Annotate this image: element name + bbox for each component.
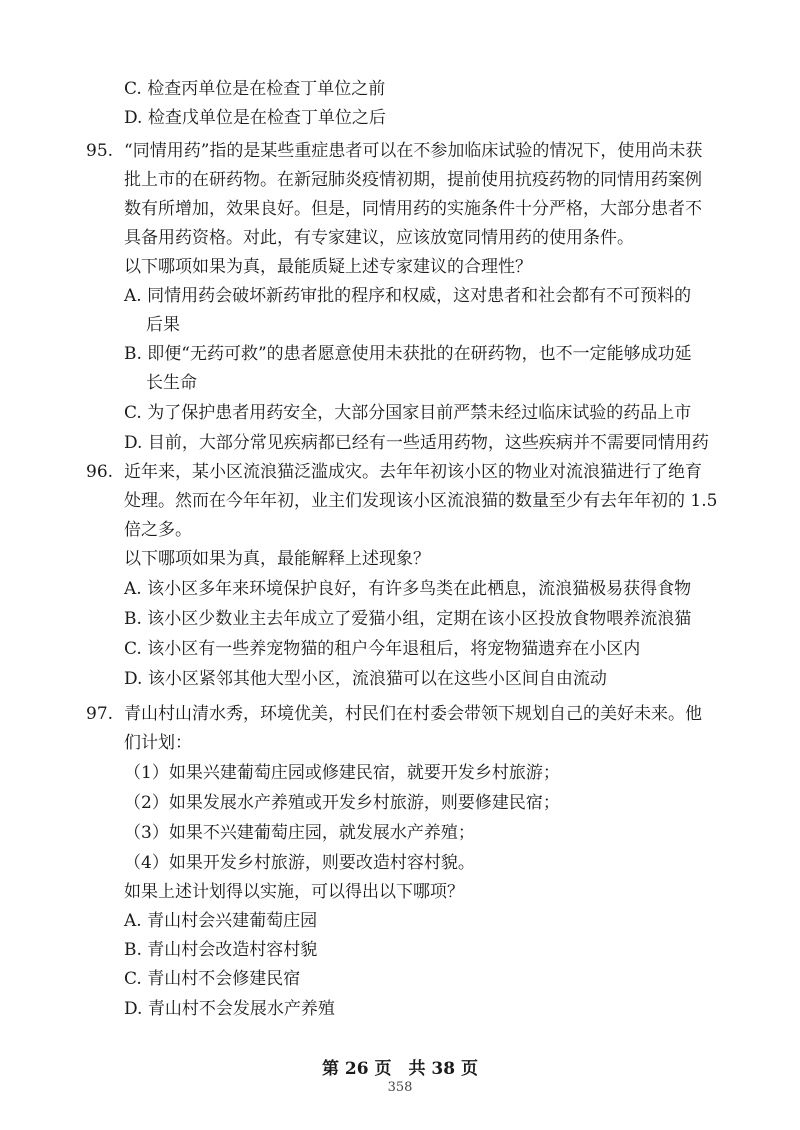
page-number: 第 26 页 共 38 页 [322, 1059, 478, 1079]
exam-page: C. 检查丙单位是在检查丁单位之前 D. 检查戊单位是在检查丁单位之后 95. “同情用药”指的是某些重症患者可以在不参加临床试验的情况下，使用尚未获 批上市的在研药物。在新冠肺炎疫情初期，提前使用抗疫药物的同情用药案例 数有所增加，效果良好。但是，同情用药的实施条件十分严格，大部分患者不 具备用药资格。对此，有专家建议，应该放宽同情用药的使用条件。 以下哪项如果为真，最能质疑上述专家建议的合理性？ A. 同情用药会破坏新药审批的程序和权威，这对患者和社会都有不可预料的 后果 B. 即便“无药可救”的患者愿意使用未获批的在研药物，也不一定能够成功延 长生命 C. 为了保护患者用药安全，大部分国家目前严禁未经过临床试验的药品上市 D. 目前，大部分常见疾病都已经有一些适用药物，这些疾病并不需要同情用药 96. 近年来，某小区流浪猫泛滥成灾。去年年初该小区的物业对流浪猫进行了绝育 处理。然而在今年年初，业主们发现该小区流浪猫的数量至少有去年年初的 1.5 倍之多。 以下哪项如果为真，最能解释上述现象？ A. 该小区多年来环境保护良好，有许多鸟类在此栖息，流浪猫极易获得食物 B. 该小区少数业主去年成立了爱猫小组，定期在该小区投放食物喂养流浪猫 C. 该小区有一些养宠物猫的租户今年退租后，将宠物猫遗弃在小区内 D. 该小区紧邻其他大型小区，流浪猫可以在这些小区间自由流动 97. 青山村山清水秀，环境优美，村民们在村委会带领下规划自己的美好未来。他 们计划： （1）如果兴建葡萄庄园或修建民宿，就要开发乡村旅游； （2）如果发展水产养殖或开发乡村旅游，则要修建民宿； （3）如果不兴建葡萄庄园，就发展水产养殖； （4）如果开发乡村旅游，则要改造村容村貌。 如果上述计划得以实施，可以得出以下哪项？ A. 青山村会兴建葡萄庄园 B. 青山村会改造村容村貌 C. 青山村不会修建民宿 D. 青山村不会发展水产养殖 第 26 页 共 38 页 358 [0, 0, 800, 1130]
q97-number: 97. [86, 704, 114, 724]
total-page-number: 358 [387, 1080, 413, 1095]
q95-number: 95. [86, 141, 114, 161]
q96-number: 96. [86, 462, 114, 482]
